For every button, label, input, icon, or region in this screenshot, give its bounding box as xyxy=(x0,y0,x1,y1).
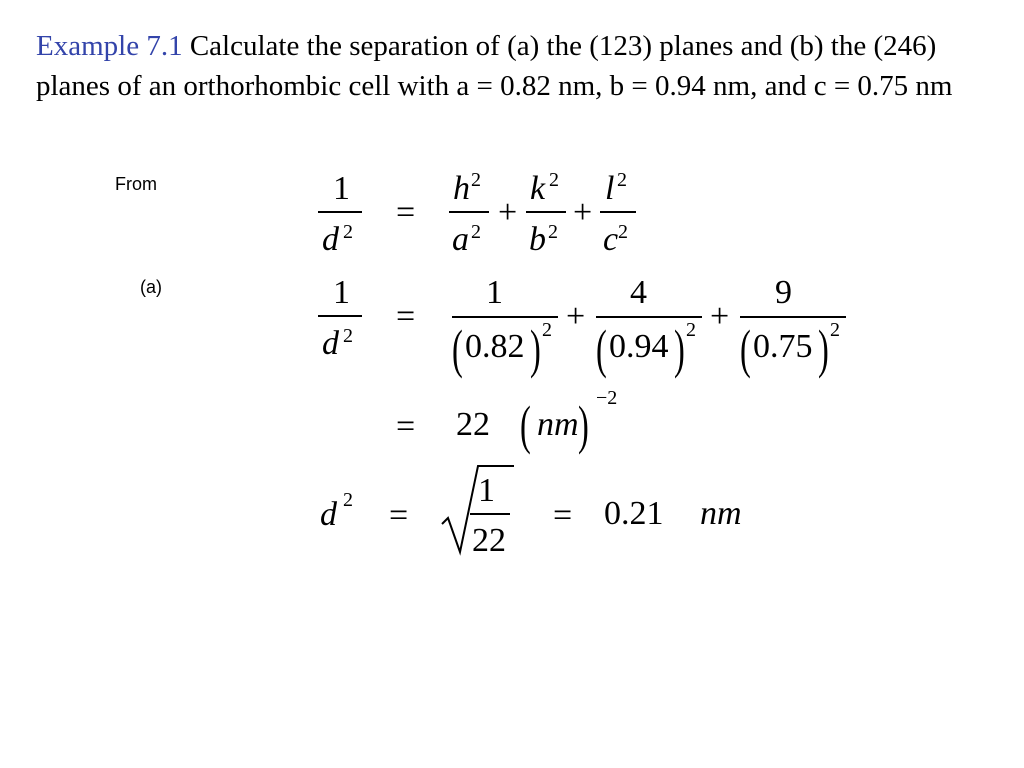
k-exp: 2 xyxy=(549,169,559,191)
term2-close-paren: ) xyxy=(674,319,685,379)
plus-sign-4: + xyxy=(710,298,730,335)
l-symbol: l xyxy=(605,170,615,207)
term1-exp: 2 xyxy=(542,319,552,341)
term3-exp: 2 xyxy=(830,319,840,341)
term3-numerator: 9 xyxy=(775,274,792,311)
h-exp: 2 xyxy=(471,169,481,191)
term1-close-paren: ) xyxy=(530,319,541,379)
lhs-denominator-d: d xyxy=(322,221,339,258)
problem-statement xyxy=(36,26,996,106)
b-exp: 2 xyxy=(548,221,558,243)
lhs-numerator: 1 xyxy=(333,170,350,207)
plus-sign-2: + xyxy=(573,194,593,231)
equals-sign-4: = xyxy=(389,497,409,534)
c-exp: 2 xyxy=(618,221,628,243)
equals-sign-2: = xyxy=(396,298,416,335)
equals-sign-5: = xyxy=(553,497,573,534)
term2-exp: 2 xyxy=(686,319,696,341)
equals-sign-3: = xyxy=(396,408,416,445)
term1-denominator: 0.82 xyxy=(465,328,525,365)
lhs2-fraction-bar xyxy=(318,315,362,317)
answer-unit: nm xyxy=(700,495,742,532)
example-label: Example 7.1 xyxy=(36,30,183,62)
term2-denominator: 0.94 xyxy=(609,328,669,365)
k-fraction-bar xyxy=(526,211,566,213)
unit-close-paren: ) xyxy=(578,395,589,455)
k-symbol: k xyxy=(530,170,546,207)
from-label: From xyxy=(115,174,157,194)
result-unit-exp: −2 xyxy=(596,387,618,409)
answer-d-exp: 2 xyxy=(343,489,353,511)
unit-open-paren: ( xyxy=(520,395,531,455)
sqrt-fraction-bar xyxy=(470,513,510,515)
h-symbol: h xyxy=(453,170,470,207)
answer-d: d xyxy=(320,496,337,533)
term2-fraction-bar xyxy=(596,316,702,318)
sqrt-numerator: 1 xyxy=(478,472,495,509)
term3-close-paren: ) xyxy=(818,319,829,379)
lhs2-denominator-exp: 2 xyxy=(343,325,353,347)
a-exp: 2 xyxy=(471,221,481,243)
term1-open-paren: ( xyxy=(452,319,463,379)
sqrt-denominator: 22 xyxy=(472,522,506,559)
lhs2-denominator-d: d xyxy=(322,325,339,362)
a-symbol: a xyxy=(452,221,469,258)
l-exp: 2 xyxy=(617,169,627,191)
plus-sign-3: + xyxy=(566,298,586,335)
part-a-label: (a) xyxy=(140,277,162,297)
lhs-fraction-bar xyxy=(318,211,362,213)
c-symbol: c xyxy=(603,221,619,258)
h-fraction-bar xyxy=(449,211,489,213)
plus-sign-1: + xyxy=(498,194,518,231)
problem-text: Calculate the separation of (a) the (123) planes and (b) the (246) planes of an orthorhombic cell with a = 0.82 nm, b = 0.94 nm, and c = 0.75 nm xyxy=(36,30,953,102)
term1-fraction-bar xyxy=(452,316,558,318)
term2-open-paren: ( xyxy=(596,319,607,379)
term3-open-paren: ( xyxy=(740,319,751,379)
term1-numerator: 1 xyxy=(486,274,503,311)
l-fraction-bar xyxy=(600,211,636,213)
term3-denominator: 0.75 xyxy=(753,328,813,365)
equals-sign-1: = xyxy=(396,194,416,231)
term2-numerator: 4 xyxy=(630,274,647,311)
term3-fraction-bar xyxy=(740,316,846,318)
lhs2-numerator: 1 xyxy=(333,274,350,311)
answer-value: 0.21 xyxy=(604,495,664,532)
result-unit: nm xyxy=(537,406,579,443)
result-value: 22 xyxy=(456,406,490,443)
b-symbol: b xyxy=(529,221,546,258)
lhs-denominator-exp: 2 xyxy=(343,221,353,243)
